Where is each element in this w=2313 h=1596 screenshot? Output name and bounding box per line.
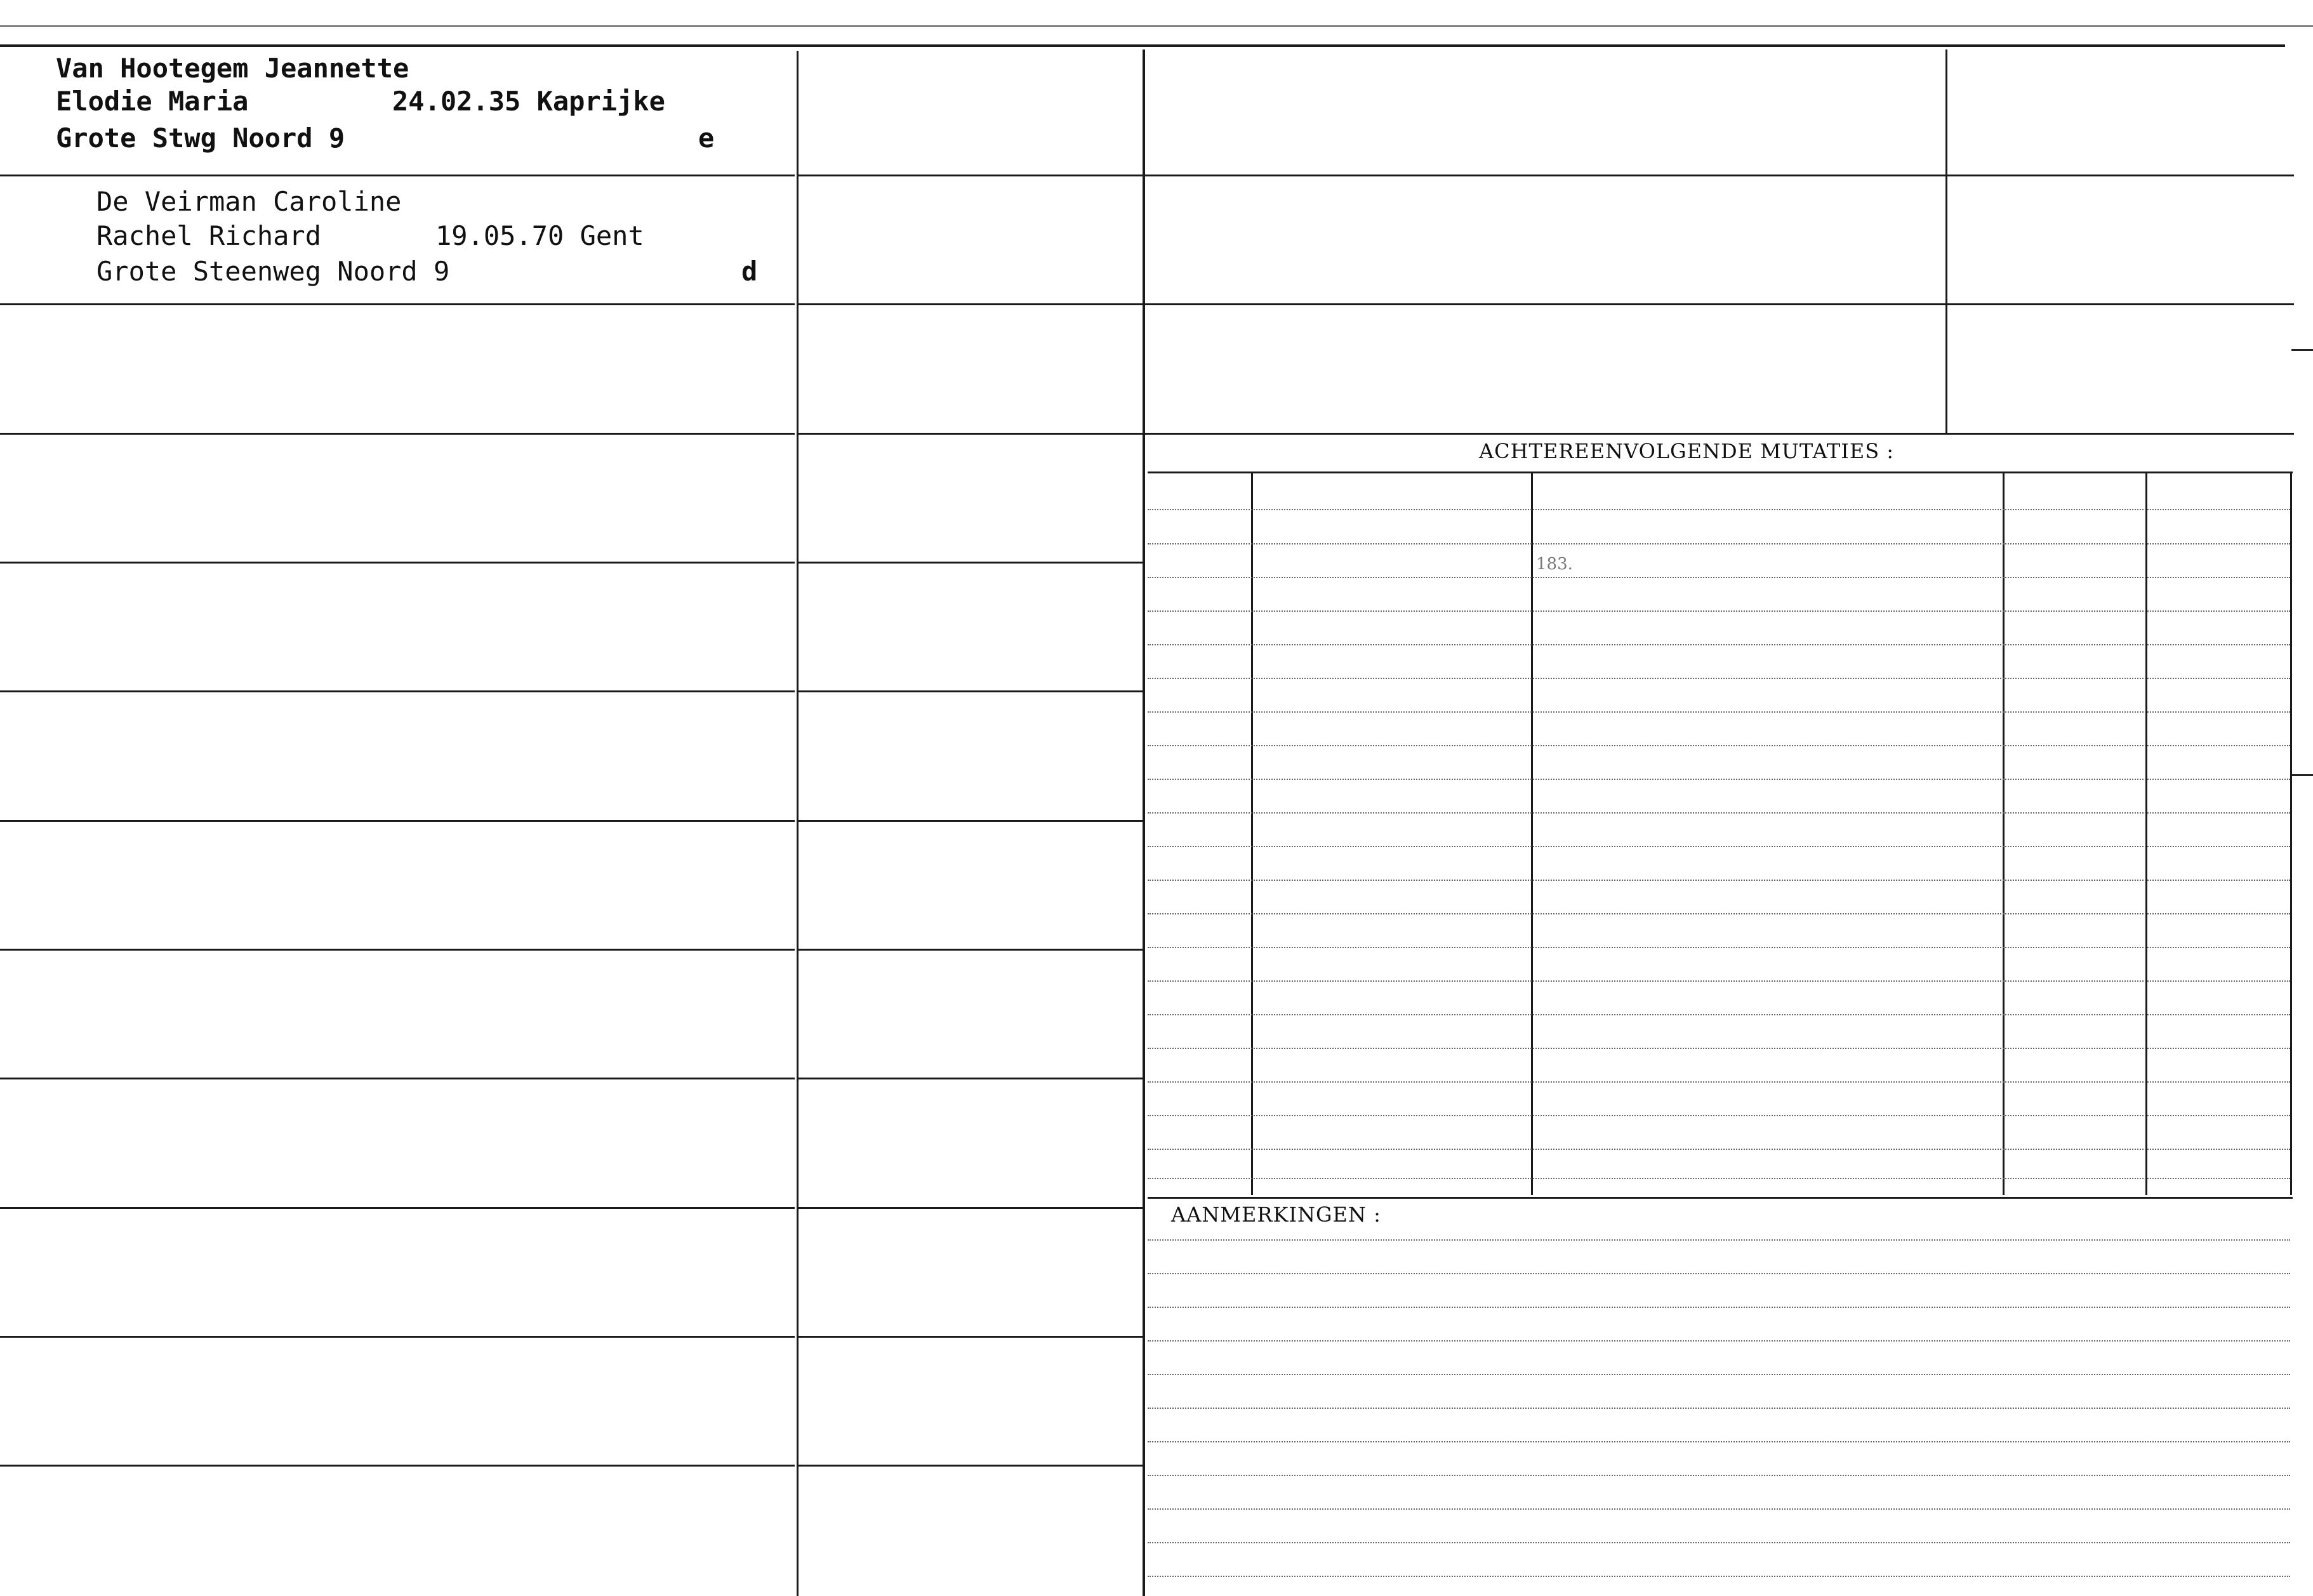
row-rule-middle [799,1078,1143,1079]
entry-code: d [741,256,758,287]
faint-number: 183. [1536,555,1573,574]
remarks-line [1148,1273,2290,1274]
row-rule-middle [799,690,1143,692]
entry-birth-date-place: 19.05.70 Gent [435,220,644,251]
column-divider-1 [797,51,799,1596]
row-rule-left [0,303,795,305]
mutations-col-rule [2290,473,2292,1195]
row-rule-right [1145,433,2294,435]
row-rule-middle [799,175,1143,176]
row-rule-middle [799,433,1143,435]
mutations-table [1148,472,2293,1199]
margin-tick [2291,349,2313,351]
row-rule-right [1145,175,2294,176]
row-rule-left [0,562,795,564]
entry-birth-date-place: 24.02.35 Kaprijke [392,86,665,117]
mutations-line [1148,812,2290,814]
row-rule-left [0,1078,795,1079]
mutations-line [1148,678,2290,679]
mutations-line [1148,980,2290,982]
row-rule-left [0,433,795,435]
remarks-line [1148,1441,2290,1442]
entry-address: Grote Steenweg Noord 9 [96,256,450,287]
row-rule-middle [799,562,1143,564]
mutations-line [1148,1178,2290,1179]
row-rule-left [0,175,795,176]
row-rule-left [0,690,795,692]
remarks-line [1148,1307,2290,1308]
row-rule-left [0,1465,795,1467]
mutations-col-rule [1251,473,1253,1195]
mutations-line [1148,1115,2290,1116]
row-rule-middle [799,949,1143,951]
mutations-line [1148,711,2290,713]
row-rule-right [1145,303,2294,305]
mutations-line [1148,779,2290,780]
remarks-line [1148,1508,2290,1510]
mutations-line [1148,577,2290,578]
mutations-col-rule [2145,473,2147,1195]
row-rule-middle [799,1336,1143,1338]
mutations-col-rule [1531,473,1533,1195]
margin-tick [2291,774,2313,776]
entry-surname-line: Van Hootegem Jeannette [56,53,409,84]
mutations-line [1148,644,2290,645]
remarks-heading: AANMERKINGEN : [1171,1203,1381,1227]
mutations-line [1148,947,2290,948]
remarks-line [1148,1542,2290,1543]
row-rule-middle [799,1207,1143,1209]
mutations-col-rule [2003,473,2005,1195]
entry-given-names: Elodie Maria [56,86,249,117]
row-rule-left [0,949,795,951]
row-rule-middle [799,820,1143,822]
top-edge-rule [0,25,2313,27]
remarks-line [1148,1239,2290,1241]
column-divider-2 [1143,49,1145,1596]
mutations-heading: ACHTEREENVOLGENDE MUTATIES : [1479,439,1895,463]
mutations-line [1148,1014,2290,1015]
entry-address: Grote Stwg Noord 9 [56,122,345,154]
remarks-line [1148,1576,2290,1577]
remarks-area [1148,1206,2293,1596]
row-rule-middle [799,1465,1143,1467]
mutations-line [1148,1081,2290,1083]
mutations-line [1148,543,2290,544]
mutations-line [1148,880,2290,881]
row-rule-left [0,820,795,822]
mutations-line [1148,1048,2290,1049]
remarks-line [1148,1475,2290,1476]
mutations-line [1148,913,2290,914]
mutations-line [1148,846,2290,847]
entry-given-names: Rachel Richard [96,220,322,251]
row-rule-left [0,1207,795,1209]
top-border-rule [0,44,2285,47]
remarks-line [1148,1340,2290,1342]
entry-code: e [698,122,715,154]
entry-surname-line: De Veirman Caroline [96,186,402,217]
column-divider-3 [1945,49,1947,433]
mutations-line [1148,1149,2290,1150]
remarks-line [1148,1374,2290,1375]
mutations-line [1148,610,2290,612]
mutations-line [1148,745,2290,746]
row-rule-middle [799,303,1143,305]
mutations-line [1148,509,2290,510]
row-rule-left [0,1336,795,1338]
remarks-line [1148,1408,2290,1409]
